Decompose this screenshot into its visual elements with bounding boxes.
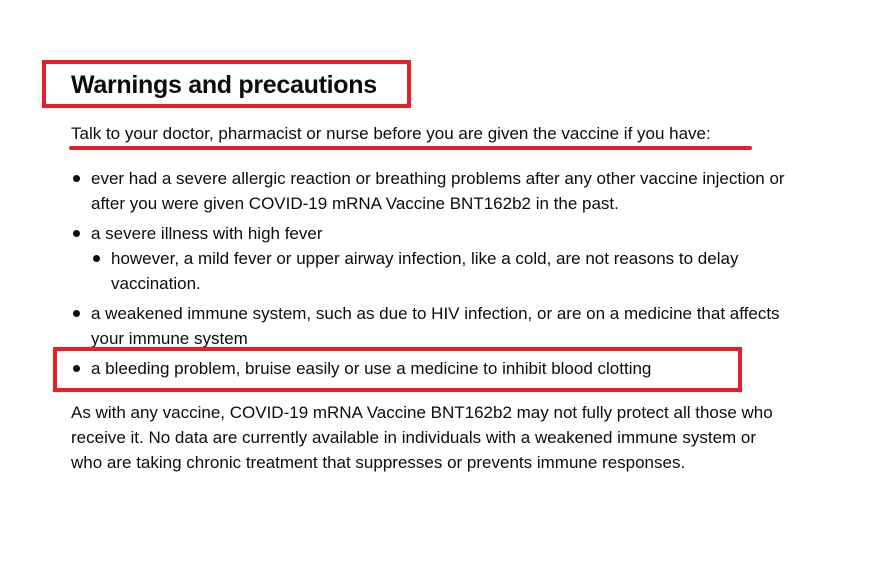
sub-list-item <box>91 246 791 296</box>
intro-underline-mark <box>69 146 752 150</box>
list-item-text: ever had a severe allergic reaction or breathing problems after any other vaccine injection or after you were given COVID-19 mRNA Vaccine BNT162b2 in the past. <box>91 169 785 213</box>
outro-paragraph: As with any vaccine, COVID-19 mRNA Vaccine BNT162b2 may not fully protect all those who receive it. No data are currently available in individuals with a weakened immune system or who are taking chronic treatment that suppresses or prevents immune responses. <box>71 403 773 472</box>
section-heading: Warnings and precautions <box>71 71 377 99</box>
bullet-icon <box>93 255 100 262</box>
list-item-text: a weakened immune system, such as due to HIV infection, or are on a medicine that affects your immune system <box>91 304 780 348</box>
heading-highlight-box <box>42 60 411 108</box>
bleeding-item-highlight-box <box>53 347 742 392</box>
list-item <box>71 166 791 216</box>
list-item-text: a severe illness with high fever <box>91 224 323 243</box>
list-item <box>71 221 791 296</box>
intro-paragraph: Talk to your doctor, pharmacist or nurse before you are given the vaccine if you have: <box>71 124 711 143</box>
bullet-icon <box>73 175 80 182</box>
list-item <box>71 301 791 351</box>
sub-list-item-text: however, a mild fever or upper airway infection, like a cold, are not reasons to delay vaccination. <box>111 249 739 293</box>
bullet-icon <box>73 310 80 317</box>
list-item-text: a bleeding problem, bruise easily or use a medicine to inhibit blood clotting <box>91 359 652 378</box>
sub-list <box>91 246 791 296</box>
bullet-icon <box>73 230 80 237</box>
